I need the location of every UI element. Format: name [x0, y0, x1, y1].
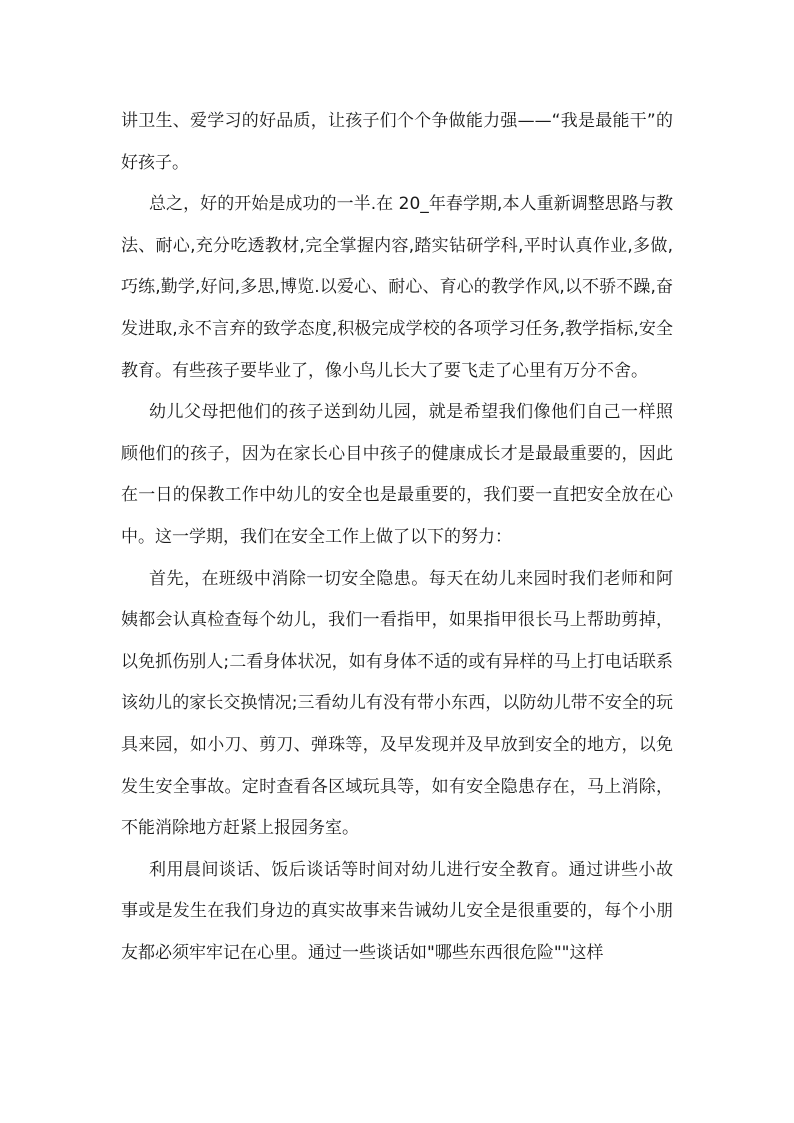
paragraph-4: 首先，在班级中消除一切安全隐患。每天在幼儿来园时我们老师和阿姨都会认真检查每个幼儿，我们一看指甲，如果指甲很长马上帮助剪掉，以免抓伤别人;二看身体状况，如有身体不适的或有异样的马上打电话联系该幼儿的家长交换情况;三看幼儿有没有带小东西，以防幼儿带不安全的玩具来园，如小刀、剪刀、弹珠等，及早发现并及早放到安全的地方，以免发生安全事故。定时查看各区域玩具等，如有安全隐患存在，马上消除，不能消除地方赶紧上报园务室。 — [121, 568, 673, 839]
document-body — [121, 101, 673, 974]
paragraph-5: 利用晨间谈话、饭后谈话等时间对幼儿进行安全教育。通过讲些小故事或是发生在我们身边的真实故事来告诫幼儿安全是很重要的，每个小朋友都必须牢牢记在心里。通过一些谈话如"哪些东西很危险""这样 — [121, 859, 673, 963]
paragraph-2: 总之，好的开始是成功的一半.在 20_年春学期,本人重新调整思路与教法、耐心,充分吃透教材,完全掌握内容,踏实钻研学科,平时认真作业,多做,巧练,勤学,好问,多思,博览.以爱心、耐心、育心的教学作风,以不骄不躁,奋发进取,永不言弃的致学态度,积极完成学校的各项学习任务,教学指标,安全教育。有些孩子要毕业了，像小鸟儿长大了要飞走了心里有万分不舍。 — [121, 194, 673, 381]
paragraph-3: 幼儿父母把他们的孩子送到幼儿园，就是希望我们像他们自己一样照顾他们的孩子，因为在家长心目中孩子的健康成长才是最最重要的，因此在一日的保教工作中幼儿的安全也是最重要的，我们要一直把安全放在心中。这一学期，我们在安全工作上做了以下的努力： — [121, 402, 673, 547]
paragraph-1: 讲卫生、爱学习的好品质，让孩子们个个争做能力强——“我是最能干”的好孩子。 — [121, 111, 673, 173]
